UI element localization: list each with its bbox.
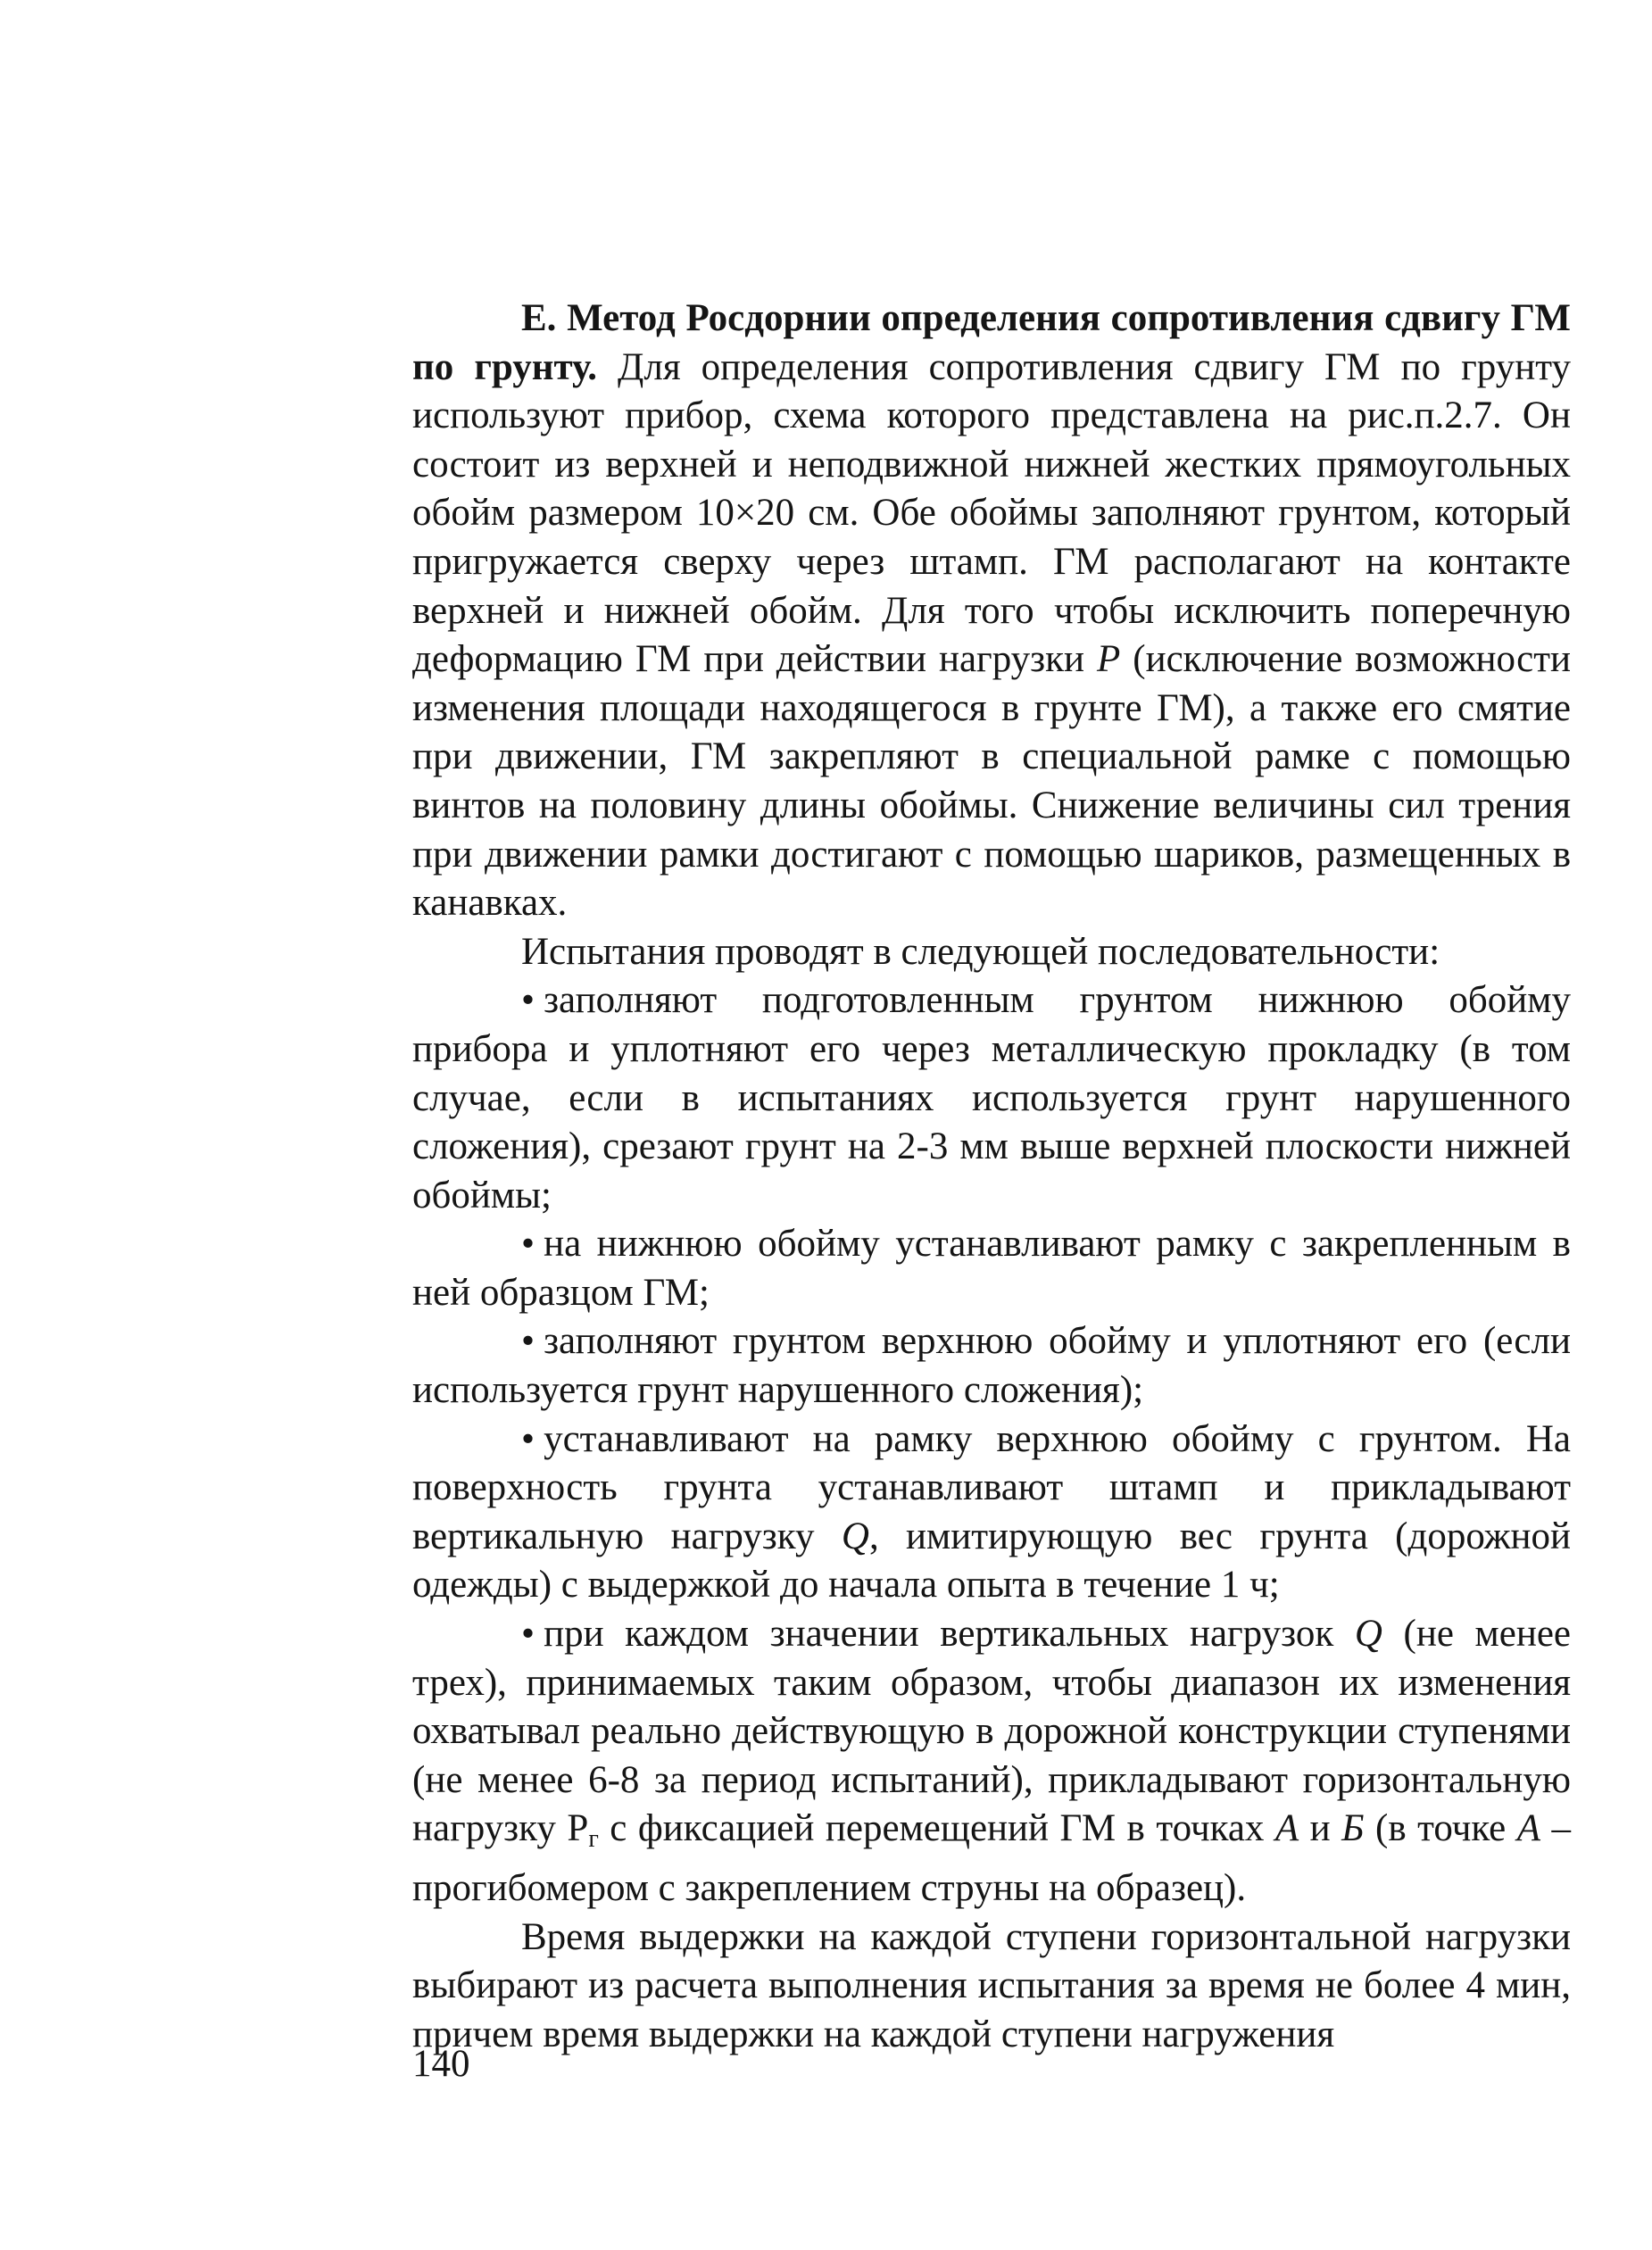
load-subscript: г — [588, 1825, 599, 1854]
bullet-icon: • — [521, 1613, 535, 1656]
method-heading: Е. Метод Росдорнии определения сопротивления сдвигу ГМ по грунту. — [412, 297, 1571, 388]
bullet-icon: • — [521, 1417, 535, 1460]
bullet-text-3: заполняют грунтом верхнюю обойму и уплотняют его (если используется грунт нарушенного сложения); — [412, 1320, 1571, 1412]
load-symbol-p: P — [1097, 638, 1121, 681]
sequence-intro: Испытания проводят в следующей последовательности: — [521, 930, 1440, 973]
bullet-item-3 — [412, 1317, 1571, 1415]
bullet-item-4 — [412, 1416, 1571, 1610]
bullet-text-5e: – прогибомером с закреплением струны на образец). — [412, 1807, 1572, 1909]
page-text — [412, 295, 1571, 2059]
final-paragraph: Время выдержки на каждой ступени горизонтальной нагрузки выбирают из расчета выполнения испытания за время не более 4 мин, причем время выдержки на каждой ступени нагружения — [412, 1915, 1571, 2055]
method-intro-end: (исключение возможности изменения площади находящегося в грунте ГМ), а также его смятие при движении, ГМ закрепляют в специальной рамке с помощью винтов на половину длины обоймы. Снижение величины сил трения при движении рамки достигают с помощью шариков, размещенных в канавках. — [412, 638, 1572, 925]
bullet-item-5 — [412, 1610, 1571, 1914]
bullet-item-2 — [412, 1220, 1571, 1317]
bullet-icon: • — [521, 1320, 535, 1363]
point-b-label: Б — [1341, 1807, 1365, 1850]
method-intro-text: Для определения сопротивления сдвигу ГМ по грунту используют прибор, схема которого представлена на рис.п.2.7. Он состоит из верхней и неподвижной нижней жестких прямоугольных обойм размером 10×20 см. Обе обоймы заполняют грунтом, который пригружается сверху через штамп. ГМ располагают на контакте верхней и нижней обойм. Для того чтобы исключить поперечную деформацию ГМ при действии нагрузки — [412, 345, 1571, 681]
point-a-label: А — [1274, 1807, 1299, 1850]
bullet-text-4a: устанавливают на рамку верхнюю обойму с грунтом. На поверхность грунта устанавливают штамп и прикладывают вертикальную нагрузку — [412, 1417, 1571, 1557]
bullet-text-5-and: и — [1299, 1807, 1342, 1850]
load-symbol-q: Q — [841, 1515, 869, 1557]
method-paragraph — [412, 295, 1571, 928]
bullet-text-1: заполняют подготовленным грунтом нижнюю обойму прибора и уплотняют его через металлическую прокладку (в том случае, если в испытаниях используется грунт нарушенного сложения), срезают грунт на 2-3 мм выше верхней плоскости нижней обоймы; — [412, 979, 1571, 1216]
bullet-text-5c: с фиксацией перемещений ГМ в точках — [598, 1807, 1275, 1850]
bullet-text-4b: , имитирующую вес грунта (дорожной одежды) с выдержкой до начала опыта в течение 1 ч; — [412, 1515, 1572, 1607]
bullet-icon: • — [521, 1223, 535, 1266]
bullet-text-5a: при каждом значении вертикальных нагрузок — [544, 1613, 1355, 1656]
load-symbol-q: Q — [1354, 1613, 1382, 1656]
bullet-text-5d: (в точке — [1364, 1807, 1517, 1850]
point-a-label: А — [1516, 1807, 1541, 1850]
page-number: 140 — [412, 2043, 470, 2085]
bullet-text-5b: (не менее трех), принимаемых таким образом, чтобы диапазон их изменения охватывал реально действующую в дорожной конструкции ступенями (не менее 6-8 за период испытаний), прикладывают горизонтальную нагрузку P — [412, 1613, 1571, 1850]
bullet-item-1 — [412, 976, 1571, 1220]
bullet-text-2: на нижнюю обойму устанавливают рамку с закрепленным в ней образцом ГМ; — [412, 1223, 1571, 1314]
bullet-icon: • — [521, 979, 535, 1022]
